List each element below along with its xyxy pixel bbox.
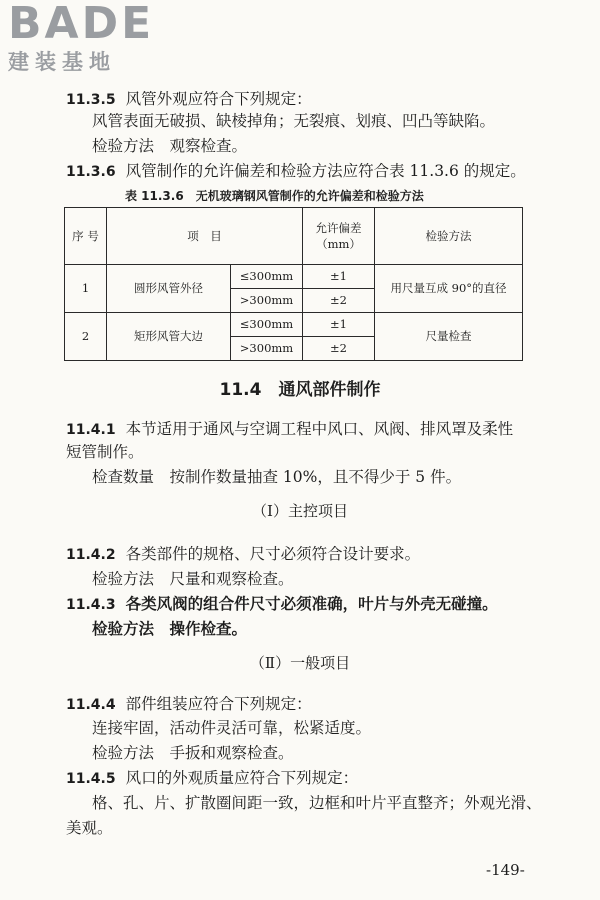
watermark-logo — [8, 2, 154, 74]
table-row — [65, 265, 523, 289]
subheading-general-items: （Ⅱ）一般项目 — [249, 654, 351, 672]
clause-text: 各类部件的规格、尺寸必须符合设计要求。 — [125, 545, 421, 563]
cell-condition: >300mm — [231, 289, 303, 313]
clause-11-4-4-body: 连接牢固，活动件灵活可靠，松紧适度。 — [92, 719, 372, 737]
section-number: 11.4 — [219, 380, 262, 400]
header-tolerance-unit: （mm） — [316, 236, 361, 251]
logo-brand: BADE — [8, 0, 155, 49]
clause-text: 风管外观应符合下列规定： — [125, 90, 312, 108]
clause-11-4-4 — [66, 693, 312, 716]
cell-item: 圆形风管外径 — [107, 265, 231, 313]
clause-11-4-3 — [66, 593, 498, 616]
cell-method: 用尺量互成 90°的直径 — [375, 265, 523, 313]
clause-11-4-5-cont: 美观。 — [66, 819, 113, 837]
clause-number: 11.4.4 — [66, 697, 116, 713]
clause-number: 11.4.1 — [66, 422, 116, 438]
clause-11-4-3-check: 检验方法 操作检查。 — [92, 619, 248, 638]
header-seq: 序 号 — [65, 208, 107, 265]
clause-number: 11.4.5 — [66, 771, 116, 787]
clause-text: 风管制作的允许偏差和检验方法应符合表 11.3.6 的规定。 — [125, 162, 526, 180]
cell-tolerance: ±2 — [303, 289, 375, 313]
clause-text: 本节适用于通风与空调工程中风口、风阀、排风罩及柔性 — [125, 420, 514, 438]
clause-11-3-5-check: 检验方法 观察检查。 — [92, 137, 248, 155]
header-tolerance-label: 允许偏差 — [315, 220, 362, 235]
cell-tolerance: ±1 — [303, 313, 375, 337]
cell-condition: >300mm — [231, 337, 303, 361]
cell-seq: 2 — [65, 313, 107, 361]
clause-number: 11.4.2 — [66, 547, 116, 563]
clause-11-4-4-check: 检验方法 手扳和观察检查。 — [92, 744, 294, 762]
clause-number: 11.4.3 — [66, 597, 116, 613]
clause-11-4-5 — [66, 767, 358, 790]
clause-11-4-2-check: 检验方法 尺量和观察检查。 — [92, 570, 294, 588]
cell-tolerance: ±2 — [303, 337, 375, 361]
section-heading — [0, 375, 600, 400]
table-header-row — [65, 208, 523, 265]
clause-number: 11.3.6 — [66, 164, 116, 180]
table-caption: 表 11.3.6 无机玻璃钢风管制作的允许偏差和检验方法 — [125, 189, 424, 203]
cell-tolerance: ±1 — [303, 265, 375, 289]
clause-number: 11.3.5 — [66, 92, 116, 108]
clause-text: 部件组装应符合下列规定： — [125, 695, 312, 713]
cell-item: 矩形风管大边 — [107, 313, 231, 361]
header-method: 检验方法 — [375, 208, 523, 265]
table-row — [65, 313, 523, 337]
page-number: -149- — [486, 861, 525, 879]
clause-11-3-6 — [66, 160, 526, 183]
header-tolerance — [303, 208, 375, 265]
clause-11-4-5-body: 格、孔、片、扩散圈间距一致，边框和叶片平直整齐；外观光滑、 — [92, 794, 542, 812]
cell-method: 尺量检查 — [375, 313, 523, 361]
cell-seq: 1 — [65, 265, 107, 313]
inspection-quantity: 检查数量 按制作数量抽查 10%，且不得少于 5 件。 — [92, 468, 462, 486]
clause-text: 各类风阀的组合件尺寸必须准确，叶片与外壳无碰撞。 — [125, 594, 498, 613]
cell-condition: ≤300mm — [231, 313, 303, 337]
subheading-main-items: （Ⅰ）主控项目 — [252, 502, 348, 520]
clause-11-3-5 — [66, 88, 312, 111]
clause-text: 风口的外观质量应符合下列规定： — [125, 769, 359, 787]
header-item: 项 目 — [107, 208, 303, 265]
logo-subtitle: 建装基地 — [8, 50, 116, 74]
clause-11-3-5-body: 风管表面无破损、缺棱掉角；无裂痕、划痕、凹凸等缺陷。 — [92, 112, 496, 130]
cell-condition: ≤300mm — [231, 265, 303, 289]
section-title: 通风部件制作 — [278, 380, 381, 400]
clause-11-4-1-cont: 短管制作。 — [66, 443, 144, 461]
clause-11-4-2 — [66, 543, 420, 566]
tolerance-table — [64, 207, 523, 361]
clause-11-4-1 — [66, 418, 513, 441]
